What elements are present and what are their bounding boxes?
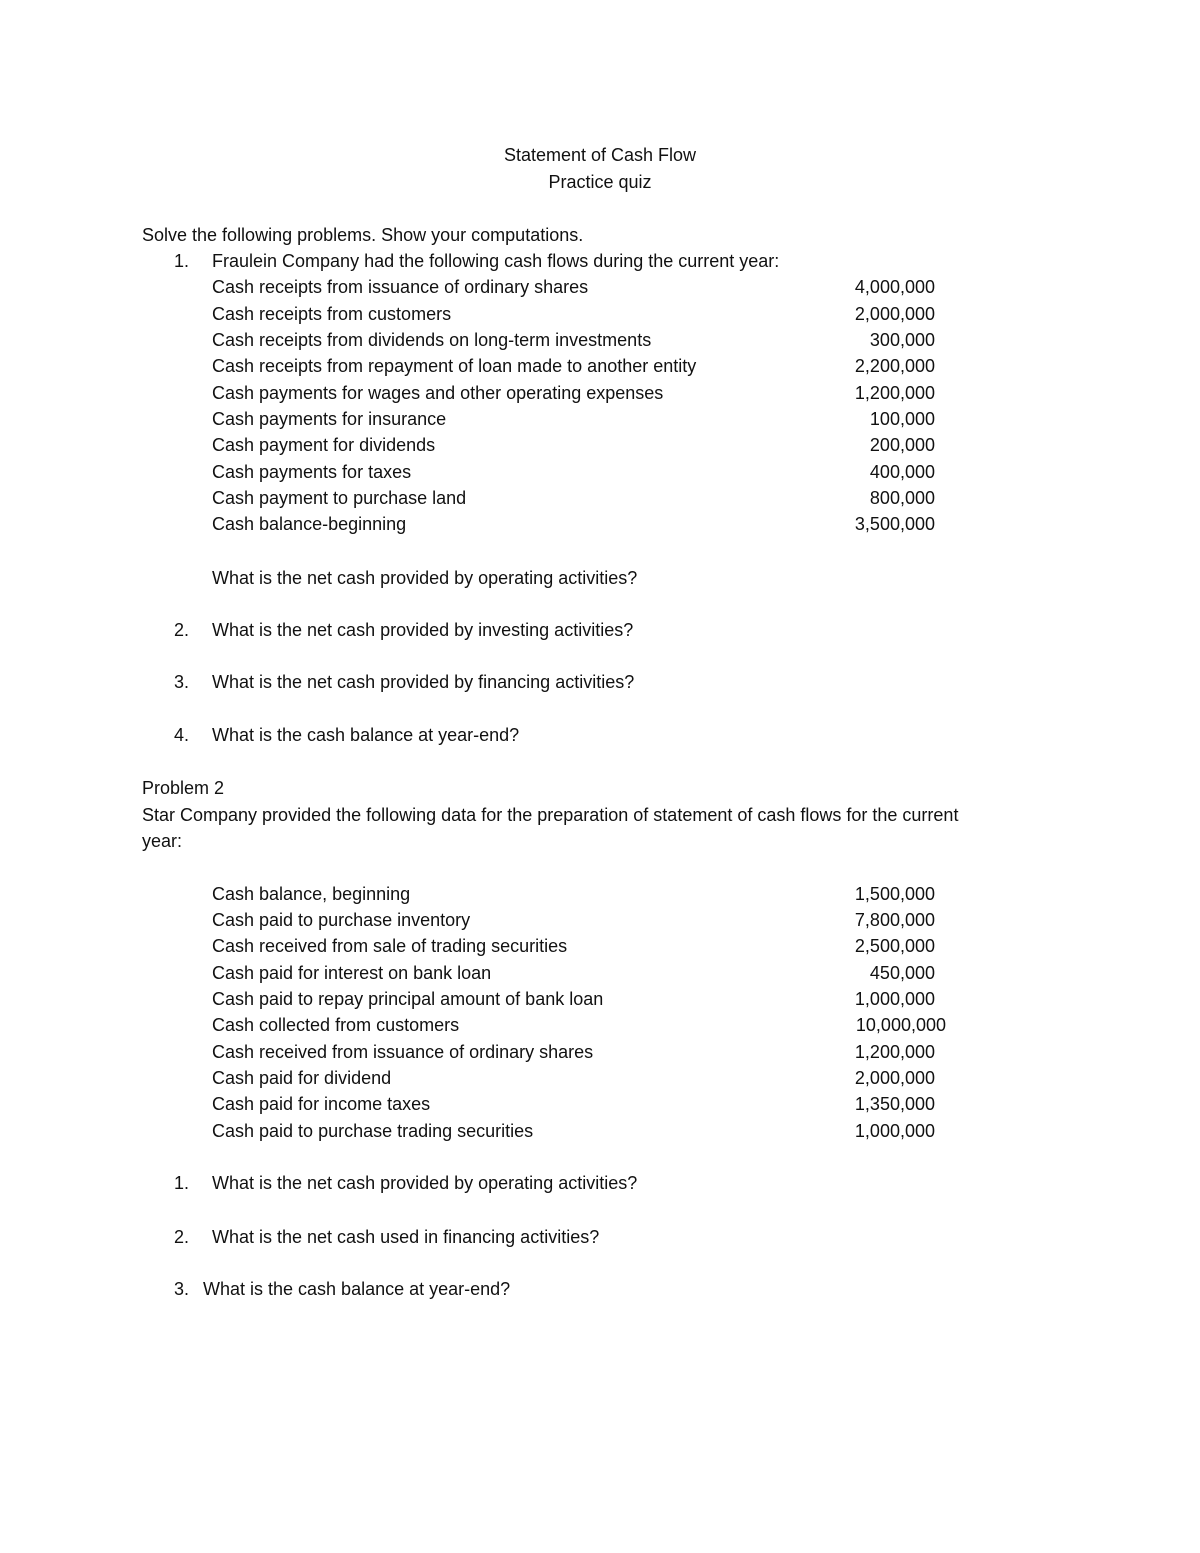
- document-title: Statement of Cash Flow: [503, 145, 697, 165]
- problem2-item-amount: 1,000,000: [854, 989, 935, 1009]
- problem1-intro: Fraulein Company had the following cash flows during the current year:: [212, 251, 780, 271]
- problem1-number: 1.: [174, 251, 190, 271]
- problem1-item-amount: 100,000: [869, 409, 935, 429]
- title-block: [0, 142, 1200, 196]
- problem1-question1: What is the net cash provided by operating activities?: [212, 568, 638, 588]
- problem1-item-amount: 800,000: [869, 488, 935, 508]
- problem1-item-label: Cash receipts from dividends on long-term investments: [212, 330, 652, 350]
- problem2-question-number: 2.: [174, 1227, 190, 1247]
- problem2-intro: Star Company provided the following data for the preparation of statement of cash flows for the current: [142, 805, 959, 825]
- problem2-item-label: Cash paid for interest on bank loan: [212, 963, 492, 983]
- problem2-item-label: Cash paid to purchase inventory: [212, 910, 471, 930]
- problem2-item-amount: 7,800,000: [854, 910, 935, 930]
- instructions: Solve the following problems. Show your computations.: [142, 225, 584, 245]
- problem1-item-label: Cash receipts from customers: [212, 304, 452, 324]
- problem2-question-number: 1.: [174, 1173, 190, 1193]
- problem2-item-label: Cash received from issuance of ordinary shares: [212, 1042, 594, 1062]
- problem2-item-amount: 1,350,000: [854, 1094, 935, 1114]
- problem2-item-label: Cash paid to repay principal amount of bank loan: [212, 989, 604, 1009]
- problem1-question-number: 2.: [174, 620, 190, 640]
- problem1-question-text: What is the net cash provided by investing activities?: [212, 620, 634, 640]
- problem2-item-amount: 2,500,000: [854, 936, 935, 956]
- problem1-item-amount: 2,000,000: [854, 304, 935, 324]
- problem2-item-amount: 2,000,000: [854, 1068, 935, 1088]
- problem2-question-number: 3.: [174, 1279, 190, 1299]
- problem2-item-label: Cash received from sale of trading securities: [212, 936, 568, 956]
- problem1-item-label: Cash payments for wages and other operating expenses: [212, 383, 664, 403]
- problem1-item-amount: 3,500,000: [854, 514, 935, 534]
- problem2-item-amount: 10,000,000: [855, 1015, 946, 1035]
- problem1-item-amount: 200,000: [869, 435, 935, 455]
- problem2-item-label: Cash balance, beginning: [212, 884, 411, 904]
- problem2-item-amount: 1,200,000: [854, 1042, 935, 1062]
- problem2-question-text: What is the net cash used in financing activities?: [212, 1227, 600, 1247]
- problem2-question-text: What is the cash balance at year-end?: [203, 1279, 511, 1299]
- problem1-item-label: Cash balance-beginning: [212, 514, 407, 534]
- problem2-intro-continued: year:: [142, 831, 183, 851]
- problem1-item-amount: 4,000,000: [854, 277, 935, 297]
- problem2-item-amount: 450,000: [869, 963, 935, 983]
- problem2-item-amount: 1,000,000: [854, 1121, 935, 1141]
- problem1-question-text: What is the net cash provided by financing activities?: [212, 672, 635, 692]
- problem1-item-label: Cash payments for taxes: [212, 462, 412, 482]
- problem1-item-label: Cash payments for insurance: [212, 409, 447, 429]
- problem1-item-label: Cash receipts from issuance of ordinary shares: [212, 277, 589, 297]
- problem1-item-amount: 1,200,000: [854, 383, 935, 403]
- problem2-item-label: Cash paid to purchase trading securities: [212, 1121, 534, 1141]
- problem1-question-text: What is the cash balance at year-end?: [212, 725, 520, 745]
- problem2-heading: Problem 2: [142, 778, 225, 798]
- problem1-item-amount: 300,000: [869, 330, 935, 350]
- problem2-item-label: Cash collected from customers: [212, 1015, 460, 1035]
- problem2-question-text: What is the net cash provided by operating activities?: [212, 1173, 638, 1193]
- problem2-item-amount: 1,500,000: [854, 884, 935, 904]
- problem1-item-label: Cash payment to purchase land: [212, 488, 467, 508]
- problem1-item-label: Cash payment for dividends: [212, 435, 436, 455]
- problem1-item-label: Cash receipts from repayment of loan made to another entity: [212, 356, 697, 376]
- problem2-item-label: Cash paid for dividend: [212, 1068, 392, 1088]
- document-subtitle: Practice quiz: [548, 172, 652, 192]
- problem1-item-amount: 2,200,000: [854, 356, 935, 376]
- problem2-item-label: Cash paid for income taxes: [212, 1094, 431, 1114]
- problem1-item-amount: 400,000: [869, 462, 935, 482]
- problem1-question-number: 3.: [174, 672, 190, 692]
- problem1-question-number: 4.: [174, 725, 190, 745]
